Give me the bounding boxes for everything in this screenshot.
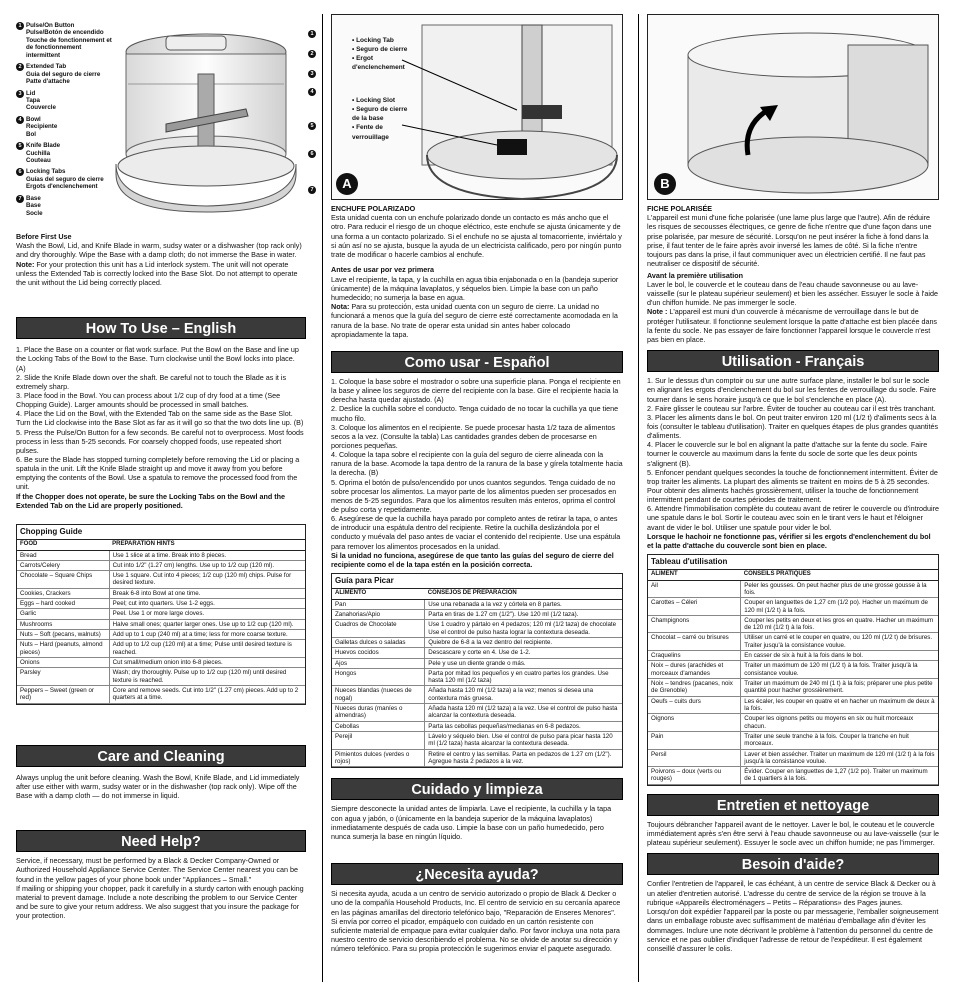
table-row xyxy=(17,630,305,640)
part-number: 2 xyxy=(16,63,24,71)
table-cell-hint: En casser de six à huit à la fois dans le bol. xyxy=(741,651,938,661)
table-row xyxy=(17,588,305,598)
table-row xyxy=(17,550,305,560)
step-item: 6. Be sure the Blade has stopped turning completely before removing the Lid or placing a spatula in the unit. Lift the Knife Blade straight up and move it away from you before emptying the contents of the Bowl. Use a spatula to remove the processed food from the unit. xyxy=(16,455,300,492)
table-cell-hint: Retire el centro y las semillas. Parta en pedazos de 1.27 cm (1/2"). Agregue hasta 2 pedazos a la vez. xyxy=(425,749,622,767)
table-cell-food: Mushrooms xyxy=(17,619,109,629)
step-item: 2. Deslice la cuchilla sobre el conducto. Tenga cuidado de no tocar la cuchilla ya que tiene mucho filo. xyxy=(331,404,619,423)
table-title: Guía para Picar xyxy=(332,574,622,589)
step-item: 6. Attendre l'immobilisation complète du couteau avant de retirer le couvercle ou d'introduire une spatule dans le bol. Sortir le couteau avec soin en le tirant vers le haut et l'éloigner avant de vider le bol. Utiliser une spatule pour vider le bol. xyxy=(647,504,940,532)
note-text: For your protection this unit has a Lid interlock system. The unit will not operate unless the Extended Tab is correctly locked into the Base Slot. Do not attempt to operate the unit without the Lid being correctly placed. xyxy=(16,259,298,288)
note-label: Note : xyxy=(647,307,668,317)
table-cell-food: Perejil xyxy=(332,732,425,750)
step-item: 6. Asegúrese de que la cuchilla haya parado por completo antes de retirar la tapa, o antes de introducir una espátula dentro del recipiente. Retire la cuchilla deslizándola por el conducto y muévala del paso antes de vaciar el contenido del recipiente. Use una espátula para remover los alimentos procesados en la unidad. xyxy=(331,514,621,551)
figure-b-badge: B xyxy=(654,173,676,195)
table-cell-food: Zanahorias/Apio xyxy=(332,609,425,619)
how-to-use-steps xyxy=(647,376,939,531)
callout-number: 3 xyxy=(308,70,316,78)
table-cell-food: Nuts – Hard (peanuts, almond pieces) xyxy=(17,640,109,658)
table-cell-hint: Añada hasta 120 ml (1/2 taza) a la vez. Use el control de pulso hasta alcanzar la contextura deseada. xyxy=(425,704,622,722)
part-number: 1 xyxy=(16,22,24,30)
table-row xyxy=(648,714,938,732)
callout-label: verrouillage xyxy=(352,133,389,141)
table-row xyxy=(648,731,938,749)
step-item: 5. Press the Pulse/On Button for a few seconds. Be careful not to overprocess. Most foods process in less than 5-25 seconds. For coarsely chopped foods, use repeated short pulses. xyxy=(16,427,304,455)
part-name-fr: Couvercle xyxy=(26,104,56,112)
table-cell-hint: Use una rebanada a la vez y córtela en 8 partes. xyxy=(425,599,622,609)
table-row xyxy=(17,640,305,658)
part-item xyxy=(16,90,116,112)
table-row xyxy=(17,685,305,703)
parts-diagram xyxy=(16,14,314,220)
figure-a-callouts-bottom xyxy=(352,97,407,143)
chopping-guide-table xyxy=(647,554,939,786)
table-row xyxy=(648,651,938,661)
column-divider-right xyxy=(638,14,639,982)
table-row xyxy=(648,696,938,714)
part-name-en: Bowl xyxy=(26,115,41,123)
step-item: 2. Faire glisser le couteau sur l'arbre. Éviter de toucher au couteau car il est très tranchant. xyxy=(647,403,936,413)
note-label: Note: xyxy=(16,259,35,269)
care-text: Toujours débrancher l'appareil avant de le nettoyer. Laver le bol, le couteau et le couvercle immédiatement après s'en être servi à l'eau chaude savonneuse ou au lave-vaisselle (sur le plateau supérieur seulement). Essuyer le socle avec un chiffon humide; ne pas l'immerger. xyxy=(647,819,939,848)
english-column xyxy=(16,14,314,921)
table-cell-food: Chocolate – Square Chips xyxy=(17,571,109,589)
table-row xyxy=(648,749,938,767)
table-row xyxy=(332,749,622,767)
part-name-en: Extended Tab xyxy=(26,63,67,71)
table-cell-hint: Couper les petits en deux et les gros en quatre. Hacher un maximum de 120 ml (1/2 t) à la fois. xyxy=(741,615,938,633)
table-cell-food: Champignons xyxy=(648,615,741,633)
table-cell-food: Persil xyxy=(648,749,741,767)
part-name-en: Lid xyxy=(26,89,36,97)
table-row xyxy=(648,598,938,616)
warning-text: If the Chopper does not operate, be sure the Locking Tabs on the Bowl and the Extended Tab on the Lid are properly positioned. xyxy=(16,491,286,510)
table-cell-food: Ail xyxy=(648,580,741,598)
table-cell-hint: Évider. Couper en languettes de 1,27 (1/2 po). Traiter un maximum de 1 quartiers à la fois. xyxy=(741,767,938,785)
table-cell-food: Peppers – Sweet (green or red) xyxy=(17,685,109,703)
table-cell-hint: Couper en languettes de 1,27 cm (1/2 po). Hacher un maximum de 120 ml (1/2 t) à la fois. xyxy=(741,598,938,616)
table-cell-hint: Peel; cut into quarters. Use 1-2 eggs. xyxy=(109,599,305,609)
callout-number: 4 xyxy=(308,88,316,96)
part-number: 6 xyxy=(16,168,24,176)
table-row xyxy=(332,686,622,704)
callout-label: • Seguro de cierre xyxy=(352,106,408,114)
plug-text: Esta unidad cuenta con un enchufe polarizado donde un contacto es más ancho que el otro. Para reducir el riesgo de un choque eléctrico, este enchufe se ajusta únicamente y de una forma a un contacto polarizado. Si el enchufe no se ajusta al tomacorriente, inviértalo y si aún así no se ajusta, busque la ayuda de un electricista calificado, pero por ningún punto trate de modificar o hacerle cambios al enchufe. xyxy=(331,213,622,260)
step-item: 1. Sur le dessus d'un comptoir ou sur une autre surface plane, installer le bol sur le socle en alignant les ergots d'enclenchement du bol sur les fentes de verrouillage du socle. Faire tourner dans le sens horaire jusqu'à ce que le bol s'enclenche en place (A). xyxy=(647,376,937,404)
table-row xyxy=(332,599,622,609)
figure-b-illustration xyxy=(648,15,940,201)
table-cell-food: Oignons xyxy=(648,714,741,732)
table-header-food: ALIMENTO xyxy=(332,589,425,599)
table-cell-food: Ajos xyxy=(332,658,425,668)
plug-title: ENCHUFE POLARIZADO xyxy=(331,204,416,213)
table-row xyxy=(17,599,305,609)
part-number: 5 xyxy=(16,142,24,150)
table-cell-hint: Laver et bien assécher. Traiter un maximum de 120 ml (1/2 t) à la fois jusqu'à la consistance voulue. xyxy=(741,749,938,767)
help-text-2: Si envía por correo el picador, empáquelo con cuidado en un cartón resistente con suficiente material de empaque para evitar cualquier daño. Por favor incluya una nota para nuestro centro de servicio describiendo el problema. No se olvide de anotar su dirección y número telefónico. Para su propia protección le sugerimos enviar el paquete asegurado. xyxy=(331,916,620,954)
table-row xyxy=(648,580,938,598)
before-first-use-title: Before First Use xyxy=(16,232,72,241)
polarized-plug-section xyxy=(331,204,623,339)
how-to-use-title: How To Use – English xyxy=(16,317,306,339)
step-item: 2. Slide the Knife Blade down over the shaft. Be careful not to touch the Blade as it is extremely sharp. xyxy=(16,372,287,391)
before-first-use-text: Laver le bol, le couvercle et le couteau dans de l'eau chaude savonneuse ou au lave-vaisselle (sur le plateau supérieur seulement) et bien les assécher. Essuyer le socle à l'aide d'un chiffon humide. Ne pas immerger le socle. xyxy=(647,279,939,308)
table-row xyxy=(332,637,622,647)
table-cell-food: Carottes – Céleri xyxy=(648,598,741,616)
callout-label: • Seguro de cierre xyxy=(352,46,408,54)
care-text: Siempre desconecte la unidad antes de limpiarla. Lave el recipiente, la cuchilla y la tapa con agua y jabón, o (únicamente en la bandeja superior de la máquina lavaplatos) inmediatamente después de cada uso. Limpie la base con un paño humedecido, pero nunca sumerja la base en ningún líquido. xyxy=(331,804,612,841)
note-text: L'appareil est muni d'un couvercle à mécanisme de verrouillage dans le but de protéger l'utilisateur. Il fonctionne seulement lorsque la patte d'attache est bien placée dans la fente du socle. Ne pas essayer de faire fonctionner l'appareil lorsque le couvercle n'est pas bien en place. xyxy=(647,307,938,345)
part-number: 3 xyxy=(16,90,24,98)
callout-label: d'enclenchement xyxy=(352,64,405,72)
table-cell-food: Noix – tendres (pacanes, noix de Grenoble) xyxy=(648,679,741,697)
part-item xyxy=(16,168,116,190)
table-header-hints: CONSEILS PRATIQUES xyxy=(741,570,938,580)
callout-number: 7 xyxy=(308,186,316,194)
step-item: 3. Placer les aliments dans le bol. On peut traiter environ 120 ml (1/2 t) d'aliments secs à la fois (consulter le tableau d'utilisation). Traiter en quelques étapes de plus grandes quantités d'aliments. xyxy=(647,412,939,441)
table-cell-food: Poivrons – doux (verts ou rouges) xyxy=(648,767,741,785)
table-cell-hint: Parta en tiras de 1.27 cm (1/2"). Use 120 ml (1/2 taza). xyxy=(425,609,622,619)
part-name-fr: Ergots d'enclenchement xyxy=(26,183,98,191)
table-cell-food: Nueces duras (maníes o almendras) xyxy=(332,704,425,722)
table-row xyxy=(17,619,305,629)
table-row xyxy=(332,620,622,638)
table-cell-hint: Cut small/medium onion into 6-8 pieces. xyxy=(109,657,305,667)
table-row xyxy=(332,704,622,722)
part-name-es: Cuchilla xyxy=(26,149,51,157)
part-item xyxy=(16,22,116,59)
care-title: Entretien et nettoyage xyxy=(647,794,939,816)
part-name-fr: Patte d'attache xyxy=(26,78,70,86)
table-row xyxy=(332,658,622,668)
table-cell-hint: Parta las cebollas pequeñas/medianas en 6-8 pedazos. xyxy=(425,721,622,731)
part-name-fr: Socle xyxy=(26,209,43,217)
table-cell-hint: Use 1 cuadro y pártalo en 4 pedazos; 120 ml (1/2 taza) de chocolate Use el control de pulso hasta lograr la contextura deseada. xyxy=(425,620,622,638)
table-cell-food: Cuadros de Chocolate xyxy=(332,620,425,638)
callout-number: 2 xyxy=(308,50,316,58)
callout-number: 6 xyxy=(308,150,316,158)
step-item: 4. Coloque la tapa sobre el recipiente con la guía del seguro de cierre alineada con la ranura de la base. Acomode la tapa dentro de la ranura de la base y gírela totalmente hacia la derecha. (B) xyxy=(331,450,623,478)
how-to-use-title: Como usar - Español xyxy=(331,351,623,373)
table-row xyxy=(332,721,622,731)
table-row xyxy=(648,615,938,633)
callout-label: • Locking Slot xyxy=(352,97,396,104)
table-cell-hint: Peler les gousses. On peut hacher plus de une grosse gousse à la fois. xyxy=(741,580,938,598)
step-item: 4. Place the Lid on the Bowl, with the Extended Tab on the same side as the Base Slot. Turn the Lid clockwise into the Base Slot as far as it will go so that the two dots line up. (B) xyxy=(16,409,304,428)
table-cell-food: Chocolat – carré ou brisures xyxy=(648,633,741,651)
table-cell-food: Carrots/Celery xyxy=(17,560,109,570)
table-cell-hint: Quiebre de 6-8 a la vez dentro del recipiente. xyxy=(425,637,622,647)
how-to-use-steps xyxy=(16,345,306,491)
care-text: Always unplug the unit before cleaning. Wash the Bowl, Knife Blade, and Lid immediately after use either with warm, sudsy water or in the dishwasher (top rack only). Wipe off the Base with a damp cloth — do not immerse in liquid. xyxy=(16,772,300,800)
callout-number: 1 xyxy=(308,30,316,38)
part-name-es: Recipiente xyxy=(26,123,58,131)
table-row xyxy=(17,571,305,589)
help-title: Besoin d'aide? xyxy=(647,853,939,875)
spanish-column xyxy=(331,14,623,954)
step-item: 5. Enfoncer pendant quelques secondes la touche de fonctionnement intermittent. Éviter de trop traiter les aliments. La plupart des aliments se traitent en moins de 5 à 25 secondes. Pour obtenir des aliments hachés grossièrement, utiliser la touche de fonctionnement intermittent pendant de courtes périodes de traitement. xyxy=(647,467,938,505)
step-item: 1. Coloque la base sobre el mostrador o sobre una superficie plana. Ponga el recipiente en la base y alinee los seguros de cierre del recipiente con la base. Gire el recipiente hacia la derecha hasta quedar ajustado. (A) xyxy=(331,377,621,405)
step-item: 1. Place the Base on a counter or flat work surface. Put the Bowl on the Base and line up the Locking Tabs of the Bowl to the Base. Turn clockwise until the Bowl locks into place. (A) xyxy=(16,345,299,373)
warning-text: Si la unidad no funciona, asegúrese de que tanto las guías del seguro de cierre del recipiente como el de la tapa estén en la posición correcta. xyxy=(331,550,614,569)
table-cell-hint: Les écaler, les couper en quatre et en hacher un maximum de deux à la fois. xyxy=(741,696,938,714)
table-row xyxy=(648,633,938,651)
help-text-2: If mailing or shipping your chopper, pack it carefully in a sturdy carton with enough packing material to prevent damage. Include a note describing the problem to our Service Center and be sure to give your return address. We also suggest that you insure the package for your protection. xyxy=(16,883,304,921)
part-item xyxy=(16,195,116,217)
table-cell-hint: Add up to 1/2 cup (120 ml) at a time; Pulse until desired texture is reached. xyxy=(109,640,305,658)
part-number: 7 xyxy=(16,195,24,203)
table-row xyxy=(17,668,305,686)
part-name-en: Pulse/On Button xyxy=(26,22,75,29)
table-row xyxy=(17,560,305,570)
table-cell-hint: Traiter un maximum de 240 ml (1 t) à la fois; préparer une plus petite quantité pour hacher grossièrement. xyxy=(741,679,938,697)
plug-text: L'appareil est muni d'une fiche polarisée (une lame plus large que l'autre). Afin de réduire les risques de secousses électriques, ce genre de fiche n'entre que d'une façon dans une prise polarisée, par mesure de sécurité. Lorsqu'on ne peut insérer la fiche à fond dans la prise, il faut tenter de le faire après avoir inversé les lames de côté. Si la fiche n'entre toujours pas dans la prise, il faut communiquer avec un électricien certifié. Il ne faut pas neutraliser ce dispositif de sécurité. xyxy=(647,213,932,269)
table-cell-hint: Halve small ones; quarter larger ones. Use up to 1/2 cup (120 ml). xyxy=(109,619,305,629)
figure-a-callouts-top xyxy=(352,37,407,74)
table-cell-food: Cookies, Crackers xyxy=(17,588,109,598)
callout-number: 5 xyxy=(308,122,316,130)
step-item: 3. Place food in the Bowl. You can process about 1/2 cup of dry food at a time (See Chopping Guide). Larger amounts should be processed in small batches. xyxy=(16,391,281,410)
warning-text: Lorsque le hachoir ne fonctionne pas, vérifier si les ergots d'enclenchement du bol et la patte d'attache du couvercle sont bien en place. xyxy=(647,531,931,550)
table-cell-food: Bread xyxy=(17,550,109,560)
figure-a xyxy=(331,14,623,200)
column-divider-left xyxy=(322,14,323,982)
figure-b xyxy=(647,14,939,200)
step-item: 4. Placer le couvercle sur le bol en alignant la patte d'attache sur la fente du socle. Faire tourner le couvercle au maximum dans la fente du socle de sorte que les deux points s'alignent (B). xyxy=(647,440,928,468)
step-item: 5. Oprima el botón de pulso/encendido por unos cuantos segundos. Tenga cuidado de no sobre procesar los alimentos. La mayor parte de los alimentos pueden ser procesados en menos de 5-25 segundos. Para que los alimentos resulten más enteros, oprima el control de pulso corta y repetidamente. xyxy=(331,477,617,515)
help-text-1: Confier l'entretien de l'appareil, le cas échéant, à un centre de service Black & Decker ou à un atelier d'entretien autorisé. L'adresse du centre de service de la région se trouve à la rubrique «Appareils électroménagers – Petits – Réparations» des Pages jaunes. xyxy=(647,879,936,907)
table-cell-hint: Couper les oignons petits ou moyens en six ou huit morceaux chacun. xyxy=(741,714,938,732)
table-cell-food: Parsley xyxy=(17,668,109,686)
table-cell-food: Pan xyxy=(332,599,425,609)
help-text-1: Si necesita ayuda, acuda a un centro de servicio autorizado o propio de Black & Decker o uno de la compañía Household Products, Inc. El centro de servicio en su cercanía aparece en las páginas amarillas del directorio telefónico bajo, "Reparación de Enseres Menores". xyxy=(331,889,621,917)
table-cell-hint: Lávelo y séquelo bien. Use el control de pulso para picar hasta 120 ml (1/2 taza) hasta alcanzar la contextura deseada. xyxy=(425,732,622,750)
figure-a-badge: A xyxy=(336,173,358,195)
before-first-use-text: Lave el recipiente, la tapa, y la cuchilla en agua tibia enjabonada o en la (bandeja superior únicamente) de la máquina lavaplatos, y séquelos bien. Limpie la base con un paño humedecido; no sumerja la base en agua. xyxy=(331,274,619,302)
help-text-1: Service, if necessary, must be performed by a Black & Decker Company-Owned or Authorized Household Appliance Service Center. The Service Center nearest you can be found in the yellow pages of your phone book under "Appliances – Small." xyxy=(16,856,298,884)
how-to-use-steps xyxy=(331,377,623,551)
table-cell-food: Galletas dulces o saladas xyxy=(332,637,425,647)
part-number: 4 xyxy=(16,116,24,124)
parts-legend xyxy=(16,22,116,221)
polarized-plug-section xyxy=(647,204,939,344)
note-label: Nota: xyxy=(331,302,350,312)
part-name-en: Knife Blade xyxy=(26,142,61,150)
part-name-es: Guia del seguro de cierre xyxy=(26,70,101,78)
before-first-use-title: Avant la première utilisation xyxy=(647,270,743,280)
table-header-hints: PREPARATION HINTS xyxy=(109,540,305,550)
table-cell-food: Huevos cocidos xyxy=(332,648,425,658)
table-cell-hint: Descascare y corte en 4. Use de 1-2. xyxy=(425,648,622,658)
table-cell-food: Craquelins xyxy=(648,651,741,661)
table-row xyxy=(332,648,622,658)
before-first-use-text: Wash the Bowl, Lid, and Knife Blade in warm, sudsy water or a dishwasher (top rack only) and dry thoroughly. Wipe the Base with a damp cloth; do not immerse the Base in water. xyxy=(16,241,302,260)
help-text-2: Lorsqu'on doit expédier l'appareil par la poste ou par messagerie, l'emballer soigneusement dans un emballage robuste avec suffisamment de matériau d'emballage afin d'éviter les dommages. Inclure une note décrivant le problème à l'attention du personnel du centre de service et ne pas oublier d'indiquer l'adresse de retour de l'expéditeur. Il est également conseillé d'assurer le colis. xyxy=(647,907,939,953)
table-row xyxy=(648,767,938,785)
table-cell-hint: Add up to 1 cup (240 ml) at a time; less for more coarse texture. xyxy=(109,630,305,640)
step-item: 3. Coloque los alimentos en el recipiente. Se puede procesar hasta 1/2 taza de alimentos secos a la vez. (Consulte la tabla) Las cantidades grandes deben de procesarse en porciones pequeñas. xyxy=(331,422,616,451)
table-cell-hint: Break 6-8 into Bowl at one time. xyxy=(109,588,305,598)
french-column xyxy=(647,14,939,953)
part-item xyxy=(16,116,116,138)
part-name-fr: Couteau xyxy=(26,157,51,164)
part-item xyxy=(16,142,116,164)
care-title: Care and Cleaning xyxy=(16,745,306,767)
part-name-es: Base xyxy=(26,202,41,210)
before-first-use-section xyxy=(16,232,306,287)
table-cell-food: Noix – dures (arachides et morceaux d'amandes xyxy=(648,661,741,679)
table-cell-food: Nuts – Soft (pecans, walnuts) xyxy=(17,630,109,640)
table-cell-food: Hongos xyxy=(332,668,425,686)
table-cell-hint: Use 1 slice at a time. Break into 8 pieces. xyxy=(109,550,305,560)
part-name-fr: Bol xyxy=(26,130,36,138)
table-cell-hint: Wash; dry thoroughly. Pulse up to 1/2 cup (120 ml) until desired texture is reached. xyxy=(109,668,305,686)
table-cell-hint: Core and remove seeds. Cut into 1/2" (1.27 cm) pieces. Add up to 2 quarters at a time. xyxy=(109,685,305,703)
table-cell-hint: Use 1 square. Cut into 4 pieces; 1/2 cup (120 ml) chips. Pulse for desired texture. xyxy=(109,571,305,589)
part-item xyxy=(16,63,116,85)
table-cell-food: Nueces blandas (nueces de nogal) xyxy=(332,686,425,704)
table-cell-hint: Traiter un maximum de 120 ml (1/2 t) à la fois. Traiter jusqu'à la consistance voulue. xyxy=(741,661,938,679)
table-row xyxy=(332,668,622,686)
table-header-food: ALIMENT xyxy=(648,570,741,580)
table-cell-hint: Pele y use un diente grande o más. xyxy=(425,658,622,668)
table-title: Tableau d'utilisation xyxy=(648,555,938,570)
table-cell-food: Cebollas xyxy=(332,721,425,731)
table-title: Chopping Guide xyxy=(17,525,305,540)
part-name-fr: Touche de fonctionnement et de fonctionnement intermittent xyxy=(26,36,112,59)
table-row xyxy=(648,679,938,697)
callout-label: • Locking Tab xyxy=(352,37,394,44)
callout-label: • Fente de xyxy=(352,124,383,132)
table-cell-food: Onions xyxy=(17,657,109,667)
table-cell-food: Pain xyxy=(648,731,741,749)
part-name-es: Tapa xyxy=(26,96,40,104)
table-cell-hint: Utiliser un carré et le couper en quatre, ou 120 ml (1/2 t) de brisures. Traiter jusqu'à la consistance voulue. xyxy=(741,633,938,651)
table-row xyxy=(648,661,938,679)
table-row xyxy=(17,657,305,667)
table-cell-hint: Añada hasta 120 ml (1/2 taza) a la vez; menos si desea una contextura más gruesa. xyxy=(425,686,622,704)
care-title: Cuidado y limpieza xyxy=(331,778,623,800)
table-row xyxy=(17,609,305,619)
how-to-use-title: Utilisation - Français xyxy=(647,350,939,372)
table-header-hints: CONSEJOS DE PREPARACION xyxy=(425,589,622,599)
plug-title: FICHE POLARISÉE xyxy=(647,204,713,213)
table-cell-food: Garlic xyxy=(17,609,109,619)
callout-label: de la base xyxy=(352,115,384,123)
chopping-guide-table xyxy=(331,573,623,768)
table-cell-hint: Parta por mitad los pequeños y en cuatro partes los grandes. Use hasta 120 ml (1/2 taza) xyxy=(425,668,622,686)
callout-label: • Ergot xyxy=(352,55,374,63)
table-cell-hint: Peel. Use 1 or more large cloves. xyxy=(109,609,305,619)
part-name-es: Pulse/Botón de encendido xyxy=(26,29,104,37)
chopping-guide-table xyxy=(16,524,306,705)
part-name-en: Locking Tabs xyxy=(26,168,66,176)
table-cell-food: Pimientos dulces (verdes o rojos) xyxy=(332,749,425,767)
table-cell-food: Eggs – hard cooked xyxy=(17,599,109,609)
note-text: Para su protección, esta unidad cuenta con un seguro de cierre. La unidad no funcionará a menos que la guía del seguro de cierre esté correctamente acomodada en la ranura de la base. No trate de operar esta unidad sin antes haber colocado apropiadamente la tapa. xyxy=(331,302,618,339)
part-name-es: Guías del seguro de cierre xyxy=(26,175,104,183)
help-title: Need Help? xyxy=(16,830,306,852)
table-cell-food: Oeufs – cuits durs xyxy=(648,696,741,714)
table-row xyxy=(332,732,622,750)
table-cell-hint: Cut into 1/2" (1.27 cm) lengths. Use up to 1/2 cup (120 ml). xyxy=(109,560,305,570)
before-first-use-title: Antes de usar por vez primera xyxy=(331,265,435,275)
help-title: ¿Necesita ayuda? xyxy=(331,863,623,885)
part-name-en: Base xyxy=(26,194,41,202)
table-cell-hint: Traiter une seule tranche à la fois. Couper la tranche en huit morceaux. xyxy=(741,731,938,749)
table-header-food: FOOD xyxy=(17,540,109,550)
table-row xyxy=(332,609,622,619)
